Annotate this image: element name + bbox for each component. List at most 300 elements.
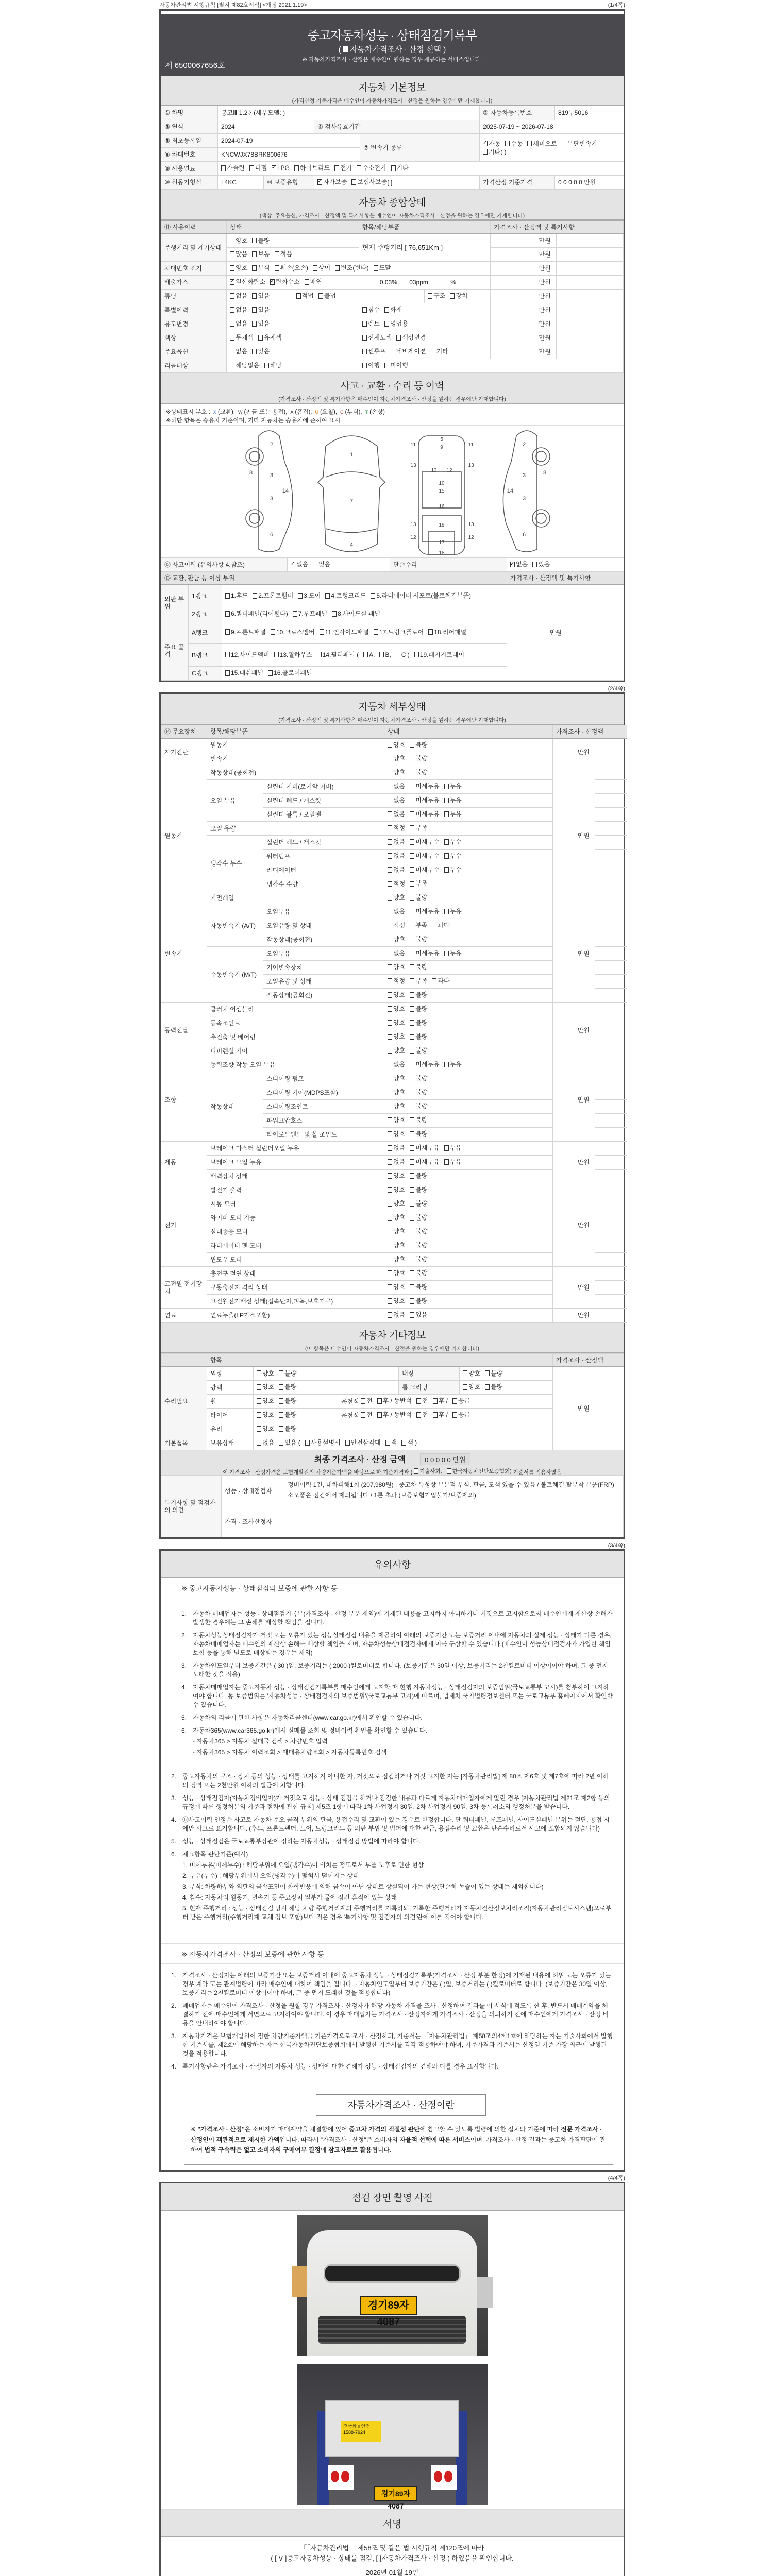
checkbox-option[interactable] bbox=[410, 1214, 427, 1221]
checkbox[interactable] bbox=[388, 1020, 392, 1026]
checkbox-option[interactable] bbox=[249, 164, 267, 172]
checkbox-option[interactable] bbox=[388, 950, 405, 957]
checkbox[interactable] bbox=[410, 1145, 414, 1151]
checkbox[interactable] bbox=[388, 1159, 392, 1165]
checkbox-option[interactable] bbox=[447, 1467, 512, 1475]
checkbox-option[interactable] bbox=[410, 1005, 427, 1012]
checkbox[interactable] bbox=[388, 1270, 392, 1276]
special-history-status[interactable] bbox=[227, 303, 359, 317]
warranty-options[interactable] bbox=[314, 176, 480, 190]
checkbox[interactable] bbox=[257, 1370, 261, 1376]
checkbox[interactable] bbox=[279, 1398, 283, 1404]
checkbox-option[interactable] bbox=[257, 1411, 274, 1418]
checkbox[interactable] bbox=[388, 1312, 392, 1318]
checkbox[interactable] bbox=[410, 1020, 414, 1026]
item-status[interactable] bbox=[384, 808, 553, 822]
checkbox-option[interactable] bbox=[363, 651, 375, 658]
checkbox[interactable] bbox=[410, 1187, 414, 1193]
checkbox[interactable] bbox=[485, 1384, 490, 1390]
checkbox[interactable] bbox=[410, 1173, 414, 1179]
checkbox-option[interactable] bbox=[388, 1311, 405, 1318]
checkbox-option[interactable] bbox=[562, 140, 597, 147]
checkbox[interactable] bbox=[388, 881, 392, 887]
checkbox[interactable] bbox=[416, 1398, 421, 1404]
checkbox-option[interactable] bbox=[410, 852, 439, 859]
checkbox-option[interactable] bbox=[388, 810, 405, 818]
item-status[interactable] bbox=[384, 905, 553, 919]
checkbox[interactable] bbox=[362, 349, 367, 354]
checkbox-option[interactable] bbox=[410, 1228, 427, 1235]
checkbox[interactable] bbox=[230, 363, 234, 368]
checkbox-option[interactable] bbox=[357, 164, 386, 172]
checkbox[interactable] bbox=[505, 141, 510, 146]
mileage-level[interactable] bbox=[227, 248, 359, 262]
checkbox[interactable] bbox=[345, 1440, 350, 1446]
checkbox[interactable] bbox=[410, 1284, 414, 1290]
checkbox-option[interactable] bbox=[294, 164, 330, 172]
checkbox-option[interactable] bbox=[401, 1439, 417, 1446]
checkbox-option[interactable] bbox=[361, 1397, 373, 1404]
checkbox[interactable] bbox=[527, 141, 532, 146]
checkbox-option[interactable] bbox=[388, 783, 405, 790]
checkbox[interactable] bbox=[293, 611, 297, 617]
usage-change-status[interactable] bbox=[227, 317, 359, 331]
checkbox-option[interactable] bbox=[388, 1075, 405, 1082]
checkbox-option[interactable] bbox=[388, 1172, 405, 1179]
checkbox[interactable] bbox=[410, 1257, 414, 1262]
checkbox[interactable] bbox=[225, 611, 230, 617]
checkbox-option[interactable] bbox=[320, 629, 369, 636]
checkbox-option[interactable] bbox=[351, 178, 387, 185]
checkbox-option[interactable] bbox=[428, 292, 445, 299]
checkbox[interactable] bbox=[317, 652, 322, 657]
checkbox[interactable] bbox=[230, 349, 234, 354]
checkbox-option[interactable] bbox=[313, 264, 330, 272]
tuning-legality[interactable] bbox=[293, 290, 425, 303]
checkbox[interactable] bbox=[305, 1440, 310, 1446]
checkbox[interactable] bbox=[410, 1201, 414, 1207]
checkbox[interactable] bbox=[410, 992, 414, 998]
tuning-status[interactable] bbox=[227, 290, 293, 303]
checkbox-option[interactable] bbox=[410, 1061, 439, 1068]
checkbox-option[interactable] bbox=[332, 610, 380, 617]
checkbox-option[interactable] bbox=[334, 164, 352, 172]
checkbox-option[interactable] bbox=[410, 1311, 427, 1318]
checkbox[interactable] bbox=[274, 652, 279, 657]
checkbox[interactable] bbox=[410, 1076, 414, 1081]
checkbox-option[interactable] bbox=[325, 592, 366, 599]
checkbox-option[interactable] bbox=[410, 1019, 427, 1026]
checkbox[interactable] bbox=[388, 784, 392, 789]
checkbox-option[interactable] bbox=[388, 1214, 405, 1221]
checkbox[interactable] bbox=[374, 629, 378, 635]
checkbox-option[interactable] bbox=[252, 250, 270, 258]
checkbox[interactable] bbox=[270, 279, 275, 285]
checkbox[interactable] bbox=[410, 1159, 414, 1165]
checkbox[interactable] bbox=[275, 251, 279, 257]
checkbox-option[interactable] bbox=[225, 592, 248, 599]
checkbox-option[interactable] bbox=[305, 278, 322, 285]
price-select-checkbox[interactable] bbox=[343, 46, 348, 52]
checkbox-option[interactable] bbox=[271, 629, 315, 636]
checkbox-option[interactable] bbox=[257, 1397, 274, 1404]
checkbox[interactable] bbox=[388, 937, 392, 942]
checkbox[interactable] bbox=[296, 293, 301, 299]
checkbox-option[interactable] bbox=[230, 278, 265, 285]
checkbox[interactable] bbox=[562, 141, 566, 146]
checkbox-option[interactable] bbox=[410, 1033, 427, 1040]
checkbox-option[interactable] bbox=[388, 963, 405, 971]
checkbox-option[interactable] bbox=[410, 838, 439, 845]
checkbox-option[interactable] bbox=[450, 292, 467, 299]
checkbox-option[interactable] bbox=[388, 1283, 405, 1291]
checkbox-option[interactable] bbox=[432, 922, 449, 929]
checkbox[interactable] bbox=[388, 1131, 392, 1137]
checkbox-option[interactable] bbox=[388, 991, 405, 998]
checkbox[interactable] bbox=[388, 909, 392, 914]
checkbox[interactable] bbox=[396, 652, 400, 657]
checkbox-option[interactable] bbox=[362, 362, 380, 369]
vin-mark-options[interactable] bbox=[227, 262, 491, 276]
glass-options[interactable] bbox=[254, 1422, 553, 1436]
checkbox[interactable] bbox=[410, 1131, 414, 1137]
checkbox-option[interactable] bbox=[463, 1370, 480, 1377]
checkbox-option[interactable] bbox=[230, 306, 247, 313]
checkbox-option[interactable] bbox=[410, 936, 427, 943]
checkbox-option[interactable] bbox=[410, 796, 439, 804]
checkbox[interactable] bbox=[257, 1426, 261, 1432]
checkbox[interactable] bbox=[325, 593, 330, 599]
checkbox-option[interactable] bbox=[275, 250, 292, 258]
checkbox[interactable] bbox=[452, 1398, 457, 1404]
checkbox[interactable] bbox=[532, 562, 537, 567]
checkbox-option[interactable] bbox=[483, 148, 507, 156]
rank-parts[interactable] bbox=[222, 621, 507, 644]
checkbox-option[interactable] bbox=[388, 1116, 405, 1124]
checkbox-option[interactable] bbox=[505, 140, 523, 147]
checkbox[interactable] bbox=[444, 1159, 449, 1165]
checkbox-option[interactable] bbox=[258, 334, 282, 341]
item-status[interactable] bbox=[384, 1309, 553, 1323]
checkbox-option[interactable] bbox=[444, 838, 462, 845]
checkbox[interactable] bbox=[388, 811, 392, 817]
checkbox[interactable] bbox=[252, 251, 257, 257]
checkbox[interactable] bbox=[252, 349, 257, 354]
item-status[interactable] bbox=[384, 794, 553, 808]
checkbox-option[interactable] bbox=[313, 561, 330, 568]
checkbox[interactable] bbox=[257, 1384, 261, 1390]
item-status[interactable] bbox=[384, 1183, 553, 1197]
checkbox[interactable] bbox=[432, 978, 436, 984]
checkbox[interactable] bbox=[396, 335, 401, 341]
checkbox-option[interactable] bbox=[410, 755, 427, 762]
checkbox-option[interactable] bbox=[230, 264, 247, 272]
checkbox[interactable] bbox=[388, 1215, 392, 1221]
room-cleaning-options[interactable] bbox=[460, 1381, 553, 1395]
checkbox[interactable] bbox=[384, 321, 389, 327]
checkbox-option[interactable] bbox=[396, 651, 410, 658]
checkbox[interactable] bbox=[410, 867, 414, 873]
tuning-type[interactable] bbox=[425, 290, 491, 303]
front-photo[interactable] bbox=[297, 2215, 488, 2356]
item-status[interactable] bbox=[384, 863, 553, 877]
checkbox-option[interactable] bbox=[252, 348, 270, 355]
checkbox-option[interactable] bbox=[335, 264, 368, 272]
checkbox-option[interactable] bbox=[410, 810, 439, 818]
checkbox[interactable] bbox=[362, 321, 367, 327]
accident-history-options[interactable] bbox=[288, 558, 390, 572]
checkbox[interactable] bbox=[362, 307, 367, 313]
checkbox[interactable] bbox=[374, 265, 378, 271]
checkbox-option[interactable] bbox=[485, 1370, 502, 1377]
main-options-items[interactable] bbox=[359, 345, 491, 359]
checkbox[interactable] bbox=[388, 825, 392, 831]
checkbox-option[interactable] bbox=[391, 164, 409, 172]
checkbox-option[interactable] bbox=[257, 1425, 274, 1432]
checkbox[interactable] bbox=[357, 165, 361, 171]
checkbox[interactable] bbox=[410, 909, 414, 914]
checkbox[interactable] bbox=[410, 1215, 414, 1221]
checkbox-option[interactable] bbox=[410, 1158, 439, 1165]
checkbox[interactable] bbox=[388, 1187, 392, 1193]
item-status[interactable] bbox=[384, 1142, 553, 1156]
checkbox[interactable] bbox=[225, 652, 230, 657]
checkbox-option[interactable] bbox=[410, 922, 427, 929]
checkbox[interactable] bbox=[379, 652, 384, 657]
checkbox-option[interactable] bbox=[230, 334, 254, 341]
checkbox[interactable] bbox=[258, 335, 263, 341]
checkbox-option[interactable] bbox=[388, 1242, 405, 1249]
checkbox-option[interactable] bbox=[410, 977, 427, 985]
checkbox-option[interactable] bbox=[230, 362, 259, 369]
checkbox[interactable] bbox=[416, 1412, 421, 1418]
checkbox[interactable] bbox=[388, 770, 392, 775]
main-options-status[interactable] bbox=[227, 345, 359, 359]
checkbox[interactable] bbox=[410, 1090, 414, 1095]
checkbox-option[interactable] bbox=[384, 362, 408, 369]
checkbox-option[interactable] bbox=[388, 936, 405, 943]
checkbox-option[interactable] bbox=[410, 1297, 427, 1304]
checkbox[interactable] bbox=[388, 1048, 392, 1054]
checkbox-option[interactable] bbox=[362, 306, 380, 313]
item-status[interactable] bbox=[384, 738, 553, 752]
checkbox[interactable] bbox=[388, 1117, 392, 1123]
checkbox[interactable] bbox=[388, 867, 392, 873]
checkbox-option[interactable] bbox=[377, 1397, 412, 1404]
checkbox-option[interactable] bbox=[410, 1172, 427, 1179]
checkbox[interactable] bbox=[410, 853, 414, 859]
checkbox[interactable] bbox=[272, 165, 276, 171]
color-status[interactable] bbox=[227, 331, 359, 345]
checkbox-option[interactable] bbox=[388, 1089, 405, 1096]
checkbox-option[interactable] bbox=[410, 950, 439, 957]
checkbox-option[interactable] bbox=[388, 866, 405, 873]
checkbox[interactable] bbox=[320, 629, 324, 635]
checkbox[interactable] bbox=[410, 978, 414, 984]
item-status[interactable] bbox=[384, 1128, 553, 1142]
checkbox[interactable] bbox=[388, 992, 392, 998]
checkbox[interactable] bbox=[230, 279, 234, 285]
checkbox-option[interactable] bbox=[410, 1144, 439, 1151]
checkbox-option[interactable] bbox=[317, 651, 359, 658]
item-status[interactable] bbox=[384, 780, 553, 794]
checkbox[interactable] bbox=[388, 1284, 392, 1290]
checkbox[interactable] bbox=[510, 562, 515, 567]
item-status[interactable] bbox=[384, 919, 553, 933]
checkbox-option[interactable] bbox=[388, 977, 405, 985]
checkbox-option[interactable] bbox=[433, 1411, 448, 1418]
checkbox-option[interactable] bbox=[483, 140, 500, 147]
checkbox-option[interactable] bbox=[396, 334, 426, 341]
checkbox[interactable] bbox=[410, 811, 414, 817]
simple-repair-options[interactable] bbox=[507, 558, 624, 572]
checkbox-option[interactable] bbox=[410, 1283, 427, 1291]
checkbox-option[interactable] bbox=[388, 838, 405, 845]
checkbox[interactable] bbox=[444, 839, 449, 845]
checkbox-option[interactable] bbox=[391, 348, 426, 355]
checkbox[interactable] bbox=[388, 1090, 392, 1095]
checkbox-option[interactable] bbox=[257, 1439, 274, 1446]
checkbox[interactable] bbox=[313, 562, 317, 567]
item-status[interactable] bbox=[384, 1156, 553, 1170]
checkbox[interactable] bbox=[230, 238, 234, 243]
checkbox[interactable] bbox=[230, 265, 234, 271]
checkbox[interactable] bbox=[257, 1440, 261, 1446]
checkbox[interactable] bbox=[414, 652, 419, 657]
checkbox-option[interactable] bbox=[444, 783, 462, 790]
checkbox-option[interactable] bbox=[388, 755, 405, 762]
checkbox[interactable] bbox=[388, 923, 392, 928]
checkbox[interactable] bbox=[388, 1229, 392, 1234]
checkbox[interactable] bbox=[384, 307, 389, 313]
checkbox[interactable] bbox=[388, 1076, 392, 1081]
checkbox[interactable] bbox=[253, 593, 257, 599]
checkbox[interactable] bbox=[230, 251, 234, 257]
checkbox-option[interactable] bbox=[410, 1269, 427, 1277]
checkbox-option[interactable] bbox=[410, 1200, 427, 1207]
checkbox[interactable] bbox=[431, 349, 435, 354]
checkbox-option[interactable] bbox=[388, 894, 405, 901]
checkbox-option[interactable] bbox=[362, 320, 380, 327]
checkbox-option[interactable] bbox=[379, 651, 391, 658]
checkbox[interactable] bbox=[388, 1006, 392, 1012]
checkbox[interactable] bbox=[444, 951, 449, 956]
checkbox[interactable] bbox=[332, 611, 337, 617]
checkbox[interactable] bbox=[384, 363, 389, 368]
recall-status[interactable] bbox=[227, 359, 359, 373]
checkbox[interactable] bbox=[388, 1173, 392, 1179]
checkbox-option[interactable] bbox=[279, 1370, 296, 1377]
checkbox[interactable] bbox=[410, 1243, 414, 1248]
checkbox-option[interactable] bbox=[388, 1130, 405, 1138]
checkbox[interactable] bbox=[279, 1370, 283, 1376]
checkbox-option[interactable] bbox=[444, 796, 462, 804]
checkbox-option[interactable] bbox=[275, 264, 308, 272]
checkbox[interactable] bbox=[450, 293, 455, 299]
checkbox-option[interactable] bbox=[452, 1411, 470, 1418]
rank-parts[interactable] bbox=[222, 585, 507, 607]
checkbox[interactable] bbox=[230, 321, 234, 327]
checkbox-option[interactable] bbox=[388, 824, 405, 832]
item-status[interactable] bbox=[384, 961, 553, 975]
checkbox-option[interactable] bbox=[230, 320, 247, 327]
checkbox-option[interactable] bbox=[431, 348, 448, 355]
checkbox[interactable] bbox=[410, 770, 414, 775]
checkbox-option[interactable] bbox=[410, 1130, 427, 1138]
checkbox[interactable] bbox=[252, 293, 257, 299]
checkbox-option[interactable] bbox=[298, 592, 321, 599]
rank-parts[interactable] bbox=[222, 607, 507, 621]
checkbox[interactable] bbox=[410, 937, 414, 942]
special-history-items[interactable] bbox=[359, 303, 491, 317]
checkbox[interactable] bbox=[463, 1384, 467, 1390]
rank-parts[interactable] bbox=[222, 667, 507, 681]
checkbox[interactable] bbox=[388, 964, 392, 970]
checkbox-option[interactable] bbox=[410, 894, 427, 901]
checkbox[interactable] bbox=[388, 1257, 392, 1262]
checkbox[interactable] bbox=[463, 1370, 467, 1376]
checkbox[interactable] bbox=[388, 895, 392, 901]
checkbox-option[interactable] bbox=[345, 1439, 381, 1446]
checkbox-option[interactable] bbox=[305, 1439, 341, 1446]
checkbox[interactable] bbox=[335, 265, 340, 271]
checkbox-option[interactable] bbox=[270, 278, 299, 285]
item-status[interactable] bbox=[384, 850, 553, 863]
item-status[interactable] bbox=[384, 947, 553, 961]
checkbox[interactable] bbox=[388, 853, 392, 859]
checkbox[interactable] bbox=[388, 1201, 392, 1207]
checkbox[interactable] bbox=[249, 165, 254, 171]
checkbox[interactable] bbox=[428, 629, 433, 635]
checkbox-option[interactable] bbox=[388, 1047, 405, 1054]
checkbox-option[interactable] bbox=[432, 977, 449, 985]
checkbox[interactable] bbox=[291, 562, 295, 567]
checkbox-option[interactable] bbox=[410, 783, 439, 790]
checkbox-option[interactable] bbox=[388, 796, 405, 804]
checkbox[interactable] bbox=[264, 363, 269, 368]
checkbox[interactable] bbox=[279, 1412, 283, 1418]
checkbox[interactable] bbox=[444, 909, 449, 914]
checkbox-option[interactable] bbox=[252, 306, 270, 313]
fuel-options[interactable] bbox=[218, 162, 624, 176]
checkbox-option[interactable] bbox=[279, 1411, 296, 1418]
checkbox[interactable] bbox=[410, 1104, 414, 1109]
checkbox[interactable] bbox=[410, 951, 414, 956]
checkbox[interactable] bbox=[363, 652, 368, 657]
checkbox-option[interactable] bbox=[410, 908, 439, 915]
wheel-options[interactable] bbox=[254, 1395, 338, 1409]
checkbox-option[interactable] bbox=[388, 1256, 405, 1263]
checkbox-option[interactable] bbox=[279, 1397, 296, 1404]
checkbox-option[interactable] bbox=[444, 866, 462, 873]
checkbox-option[interactable] bbox=[485, 1383, 502, 1391]
checkbox-option[interactable] bbox=[385, 1439, 397, 1446]
checkbox-option[interactable] bbox=[384, 320, 408, 327]
item-status[interactable] bbox=[384, 1086, 553, 1100]
checkbox-option[interactable] bbox=[230, 250, 247, 258]
checkbox[interactable] bbox=[252, 307, 257, 313]
checkbox-option[interactable] bbox=[416, 1411, 428, 1418]
checkbox-option[interactable] bbox=[452, 1397, 470, 1404]
checkbox-option[interactable] bbox=[414, 1467, 442, 1475]
checkbox-option[interactable] bbox=[444, 1061, 462, 1068]
checkbox[interactable] bbox=[279, 1426, 283, 1432]
checkbox[interactable] bbox=[334, 165, 339, 171]
checkbox[interactable] bbox=[361, 1412, 365, 1418]
checkbox-option[interactable] bbox=[444, 908, 462, 915]
checkbox[interactable] bbox=[271, 629, 275, 635]
checkbox-option[interactable] bbox=[264, 362, 282, 369]
